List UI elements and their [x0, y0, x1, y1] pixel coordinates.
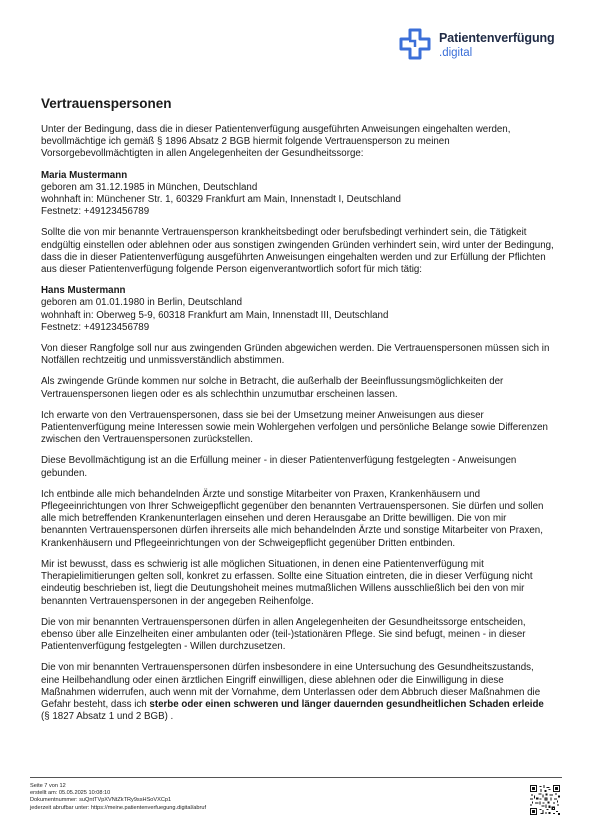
- brand-logo: [399, 26, 559, 66]
- footer-divider: [30, 777, 562, 778]
- paragraph-confidentiality: Ich entbinde alle mich behandelnden Ärzte und sonstige Mitarbeiter von Praxen, Krankenhäusern und Pflegeeinrichtungen von Ihrer Schweigepflicht gegenüber den benannten Vertrauenspersonen. Sie dürfen und sollen alle mich betreffenden Krankenunterlagen einsehen und deren Herausgabe an Dritte bewilligen. Die von mir benannten Vertrauenspersonen dürfen ihrerseits alle mich behandelnden Ärzte und sonstige Mitarbeiter von Praxen, Krankenhäusern und Pflegeeinrichtungen von der Schweigepflicht gegenüber Dritten entbinden.: [41, 488, 544, 549]
- footer-url: jederzeit abrufbar unter: https://meine.patientenverfuegung.digital/abruf: [30, 804, 207, 811]
- qr-code-icon: [530, 785, 560, 815]
- footer-docnum: Dokumentnummer: suQntTVpXVNtZkTRy9ssHSoVXCp1: [30, 797, 172, 804]
- person-primary-born: geboren am 31.12.1985 in München, Deutschland: [41, 181, 258, 193]
- person-substitute-address: wohnhaft in: Oberweg 5-9, 60318 Frankfurt am Main, Innenstadt III, Deutschland: [41, 309, 389, 321]
- consent-text: Die von mir benannten Vertrauenspersonen dürfen insbesondere in eine Untersuchung des Gesundheitszustands, eine Heilbehandlung oder einen ärztlichen Eingriff einwilligen, diese ablehnen oder die Einwilligung in diese Maßnahmen widerrufen, auch wenn mit der Vornahme, dem Unterlassen oder dem Abbruch dieser Maßnahmen die Gefahr besteht, dass ich: [41, 662, 541, 710]
- person-substitute: [41, 285, 554, 334]
- paragraph-consent: [41, 662, 554, 723]
- paragraph-interpretation: Mir ist bewusst, dass es schwierig ist alle möglichen Situationen, in denen eine Patientenverfügung mit Therapielimitierungen gelten soll, konkret zu erfassen. Sollte eine Situation eintreten, die in dieser Verfügung nicht eindeutig beschrieben ist, liegt die Deutungshoheit meines mutmaßlichen Willens ausschließlich bei den von mir benannten Vertrauenspersonen in der angegeben Reihenfolge.: [41, 558, 533, 607]
- paragraph-binding: Diese Bevollmächtigung ist an die Erfüllung meiner - in dieser Patientenverfügung festgelegten - Anweisungen gebunden.: [41, 455, 517, 479]
- brand-sub: .digital: [439, 47, 473, 59]
- paragraph-order: Von dieser Rangfolge soll nur aus zwingenden Gründen abgewichen werden. Die Vertrauenspersonen müssen sich in Notfällen rechtzeitig und unmissverständlich abstimmen.: [41, 343, 550, 367]
- paragraph-expectations: Ich erwarte von den Vertrauenspersonen, dass sie bei der Umsetzung meiner Anweisungen aus dieser Patientenverfügung meine Interessen sowie mein Wohlergehen verfolgen und persönliche Belange sowie Differenzen zwischen den Vertrauenspersonen zurückstellen.: [41, 409, 548, 446]
- substitute-paragraph: Sollte die von mir benannte Vertrauensperson krankheitsbedingt oder berufsbedingt verhindert sein, die Tätigkeit endgültig einstellen oder ablehnen oder aus sonstigen zwingenden Gründen verhindert sein, wird unter der Bedingung, dass die in dieser Patientenverfügung ausgeführten Anweisungen eingehalten werden und zur Erfüllung der Pflichten aus dieser Patientenverfügung folgende Person eigenverantwortlich sofort für mich tätig:: [41, 227, 554, 276]
- person-primary-address: wohnhaft in: Münchener Str. 1, 60329 Frankfurt am Main, Innenstadt I, Deutschland: [41, 194, 401, 206]
- paragraph-reasons: Als zwingende Gründe kommen nur solche in Betracht, die außerhalb der Beeinflussungsmöglichkeiten der Vertrauenspersonen liegen oder es als schlechthin unzumutbar erscheinen lassen.: [41, 376, 504, 400]
- person-substitute-name: Hans Mustermann: [41, 285, 126, 297]
- brand-name: Patientenverfügung: [439, 31, 555, 45]
- person-primary-name: Maria Mustermann: [41, 169, 128, 181]
- person-primary-phone: Festnetz: +49123456789: [41, 206, 150, 218]
- brand-cross-icon: [399, 28, 431, 60]
- person-substitute-phone: Festnetz: +49123456789: [41, 321, 150, 333]
- footer-page: Seite 7 von 12: [30, 783, 66, 789]
- page-content: [41, 96, 554, 732]
- paragraph-authority: Die von mir benannten Vertrauenspersonen dürfen in allen Angelegenheiten der Gesundheitssorge entscheiden, ebenso über alle Einzelheiten einer ambulanten oder (teil-)stationären Pflege. Sie sind befugt, meinen - in dieser Patientenverfügung festgelegten - Willen durchzusetzen.: [41, 616, 526, 653]
- page-title: Vertrauenspersonen: [41, 96, 172, 111]
- consent-bold: sterbe oder einen schweren und länger dauernden gesundheitlichen Schaden erleide: [149, 698, 544, 710]
- person-primary: [41, 170, 554, 219]
- consent-end: (§ 1827 Absatz 1 und 2 BGB) .: [41, 711, 174, 723]
- intro-paragraph: Unter der Bedingung, dass die in dieser Patientenverfügung ausgeführten Anweisungen eingehalten werden, bevollmächtige ich gemäß § 1896 Absatz 2 BGB hiermit folgende Vertrauensperson zu meinen Vorsorgebevollmächtigten in allen Angelegenheiten der Gesundheitssorge:: [41, 124, 511, 160]
- person-substitute-born: geboren am 01.01.1980 in Berlin, Deutschland: [41, 297, 243, 309]
- footer-created: erstellt am: 05.05.2025 10:08:10: [30, 790, 111, 797]
- footer: [30, 783, 206, 812]
